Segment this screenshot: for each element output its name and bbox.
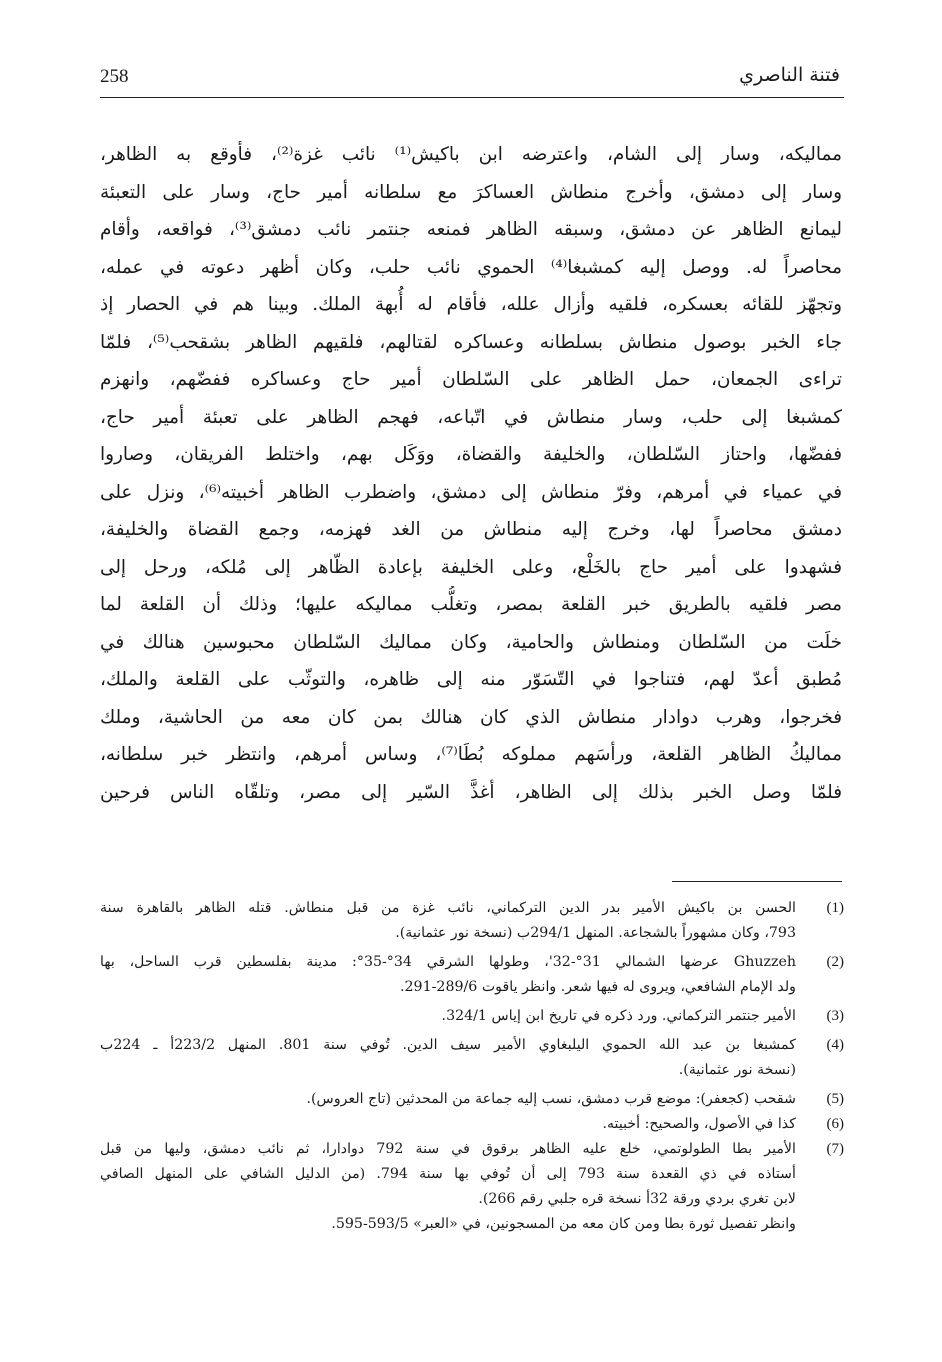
body-line: مُطبق أعدّ لهم، فتناجوا في التّسَوّر منه إلى ظاهره، والتوثّب على القلعة والملك،	[100, 669, 842, 690]
footnote-5	[100, 1087, 844, 1112]
body-line: فشهدوا على أمير حاج بالخَلْع، وعلى الخليفة بإعادة الظّاهر إلى مُلكه، ورحل إلى	[100, 556, 842, 578]
footnote-number: (7)	[826, 1141, 844, 1157]
body-line: مماليكه، وسار إلى الشام، واعترضه ابن باكيش⁽¹⁾ نائب غزة⁽²⁾، فأوقع به الظاهر،	[100, 144, 842, 165]
footnote-number: (3)	[826, 1008, 844, 1024]
body-line: في عمياء في أمرهم، وفرّ منطاش إلى دمشق، واضطرب الظاهر أخبيته⁽⁶⁾، ونزل على	[100, 481, 842, 503]
footnote-number: (2)	[826, 954, 844, 970]
body-line: تراءى الجمعان، حمل الظاهر على السّلطان أمير حاج وعساكره ففضّهم، وانهزم	[100, 369, 842, 390]
footnote-line: أستاذه في ذي القعدة سنة 793 إلى أن تُوفي بها سنة 794. (من الدليل الشافي على المنهل الصافي	[100, 1166, 796, 1182]
footnote-7	[100, 1137, 844, 1212]
footnote-line: ولد الإمام الشافعي، ويروى له فيها شعر. وانظر ياقوت 289/6-291.	[400, 979, 796, 995]
body-line: فلمّا وصل الخبر بذلك إلى الظاهر، أغذَّ السّير إلى مصر، وتلقّاه الناس فرحين	[100, 781, 842, 803]
footnote-continuation: وانظر تفصيل ثورة بطا ومن كان معه من المسجونين، في «العبر» 593/5-595.	[331, 1216, 796, 1232]
body-line: ليمانع الظاهر عن دمشق، وسبقه الظاهر فمنعه جنتمر نائب دمشق⁽³⁾، فواقعه، وأقام	[100, 219, 842, 240]
body-line: مصر فلقيه بالطريق خبر القلعة بمصر، وتغلُّب مماليكه عليها؛ وذلك أن القلعة لما	[100, 594, 842, 615]
body-line: وسار إلى دمشق، وأخرج منطاش العساكرَ مع سلطانه أمير حاج، وسار على التعبئة	[100, 181, 842, 203]
footnote-line: الحسن بن باكيش الأمير بدر الدين التركماني، نائب غزة من قبل منطاش. قتله الظاهر بالقاهرة سنة	[100, 900, 796, 916]
body-line: خلَت من السّلطان ومنطاش والحامية، وكان مماليك السّلطان محبوسين هنالك في	[100, 631, 842, 653]
footnote-4	[100, 1033, 844, 1083]
footnotes	[100, 896, 844, 1237]
footnote-line: الأمير جنتمر التركماني. ورد ذكره في تاريخ ابن إياس 324/1.	[441, 1008, 796, 1024]
body-line: فخرجوا، وهرب دوادار منطاش الذي كان هنالك بمن كان معه من الحاشية، وملك	[100, 706, 842, 728]
footnote-rule	[672, 881, 842, 882]
body-line: مماليكُ الظاهر القلعة، ورأسَهم مملوكه بُطَا⁽⁷⁾، وساس أمرهم، وانتظر خبر سلطانه،	[100, 744, 842, 765]
footnote-line: كمشبغا بن عبد الله الحموي اليلبغاوي الأمير سيف الدين. تُوفي سنة 801. المنهل 223/2أ ـ 224ب	[100, 1037, 796, 1053]
body-line: جاء الخبر بوصول منطاش بسلطانه وعساكره لقتالهم، فلقيهم الظاهر بشقحب⁽⁵⁾، فلمّا	[100, 331, 842, 353]
footnote-1	[100, 896, 844, 946]
body-line: كمشبغا إلى حلب، وسار منطاش في اتّباعه، فهجم الظاهر على تعبئة أمير حاج،	[100, 406, 842, 428]
footnote-6	[100, 1112, 844, 1137]
body-line: ففضّها، واحتاز السّلطان، والخليفة والقضاة، ووَكَل بهم، واختلط الفريقان، وصاروا	[100, 444, 842, 465]
footnote-line: شقحب (كجعفر): موضع قرب دمشق، نسب إليه جماعة من المحدثين (تاج العروس).	[306, 1091, 796, 1107]
footnote-line: (نسخة نور عثمانية).	[678, 1062, 796, 1078]
footnote-2	[100, 950, 844, 1000]
footnote-line: كذا في الأصول، والصحيح: أخبيته.	[602, 1116, 796, 1132]
footnote-number: (5)	[826, 1091, 844, 1107]
body-line: محاصراً له. ووصل إليه كمشبغا⁽⁴⁾ الحموي نائب حلب، وكان أظهر دعوته في عمله،	[100, 256, 842, 278]
footnote-line: 793، وكان مشهوراً بالشجاعة. المنهل 294/1ب (نسخة نور عثمانية).	[395, 925, 796, 941]
page-number: 258	[100, 66, 129, 87]
footnote-number: (6)	[826, 1116, 844, 1132]
body-line: دمشق محاصراً لها، وخرج إليه منطاش من الغد فهزمه، وجمع القضاة والخليفة،	[100, 519, 842, 540]
footnote-line: Ghuzzeh عرضها الشمالي 31°-32'، وطولها الشرقي 34°-35°: مدينة بفلسطين قرب الساحل، بها	[100, 954, 796, 970]
body-line: وتجهّز للقائه بعسكره، فلقيه وأزال علله، فأقام له أُبهة الملك. وبينا هم في الحصار إذ	[100, 294, 842, 315]
footnote-line: الأمير بطا الطولوتمي، خلع عليه الظاهر برقوق في سنة 792 دوادارا، ثم نائب دمشق، وليها من قبل	[100, 1141, 796, 1157]
header-rule	[100, 97, 844, 98]
footnote-number: (1)	[826, 900, 844, 916]
footnote-line: لابن تغري بردي ورقة 32أ نسخة قره جلبي رقم 266).	[478, 1191, 796, 1207]
running-title: فتنة الناصري	[739, 64, 840, 86]
footnote-3	[100, 1004, 844, 1029]
footnote-number: (4)	[826, 1037, 844, 1053]
body-text	[100, 136, 842, 811]
